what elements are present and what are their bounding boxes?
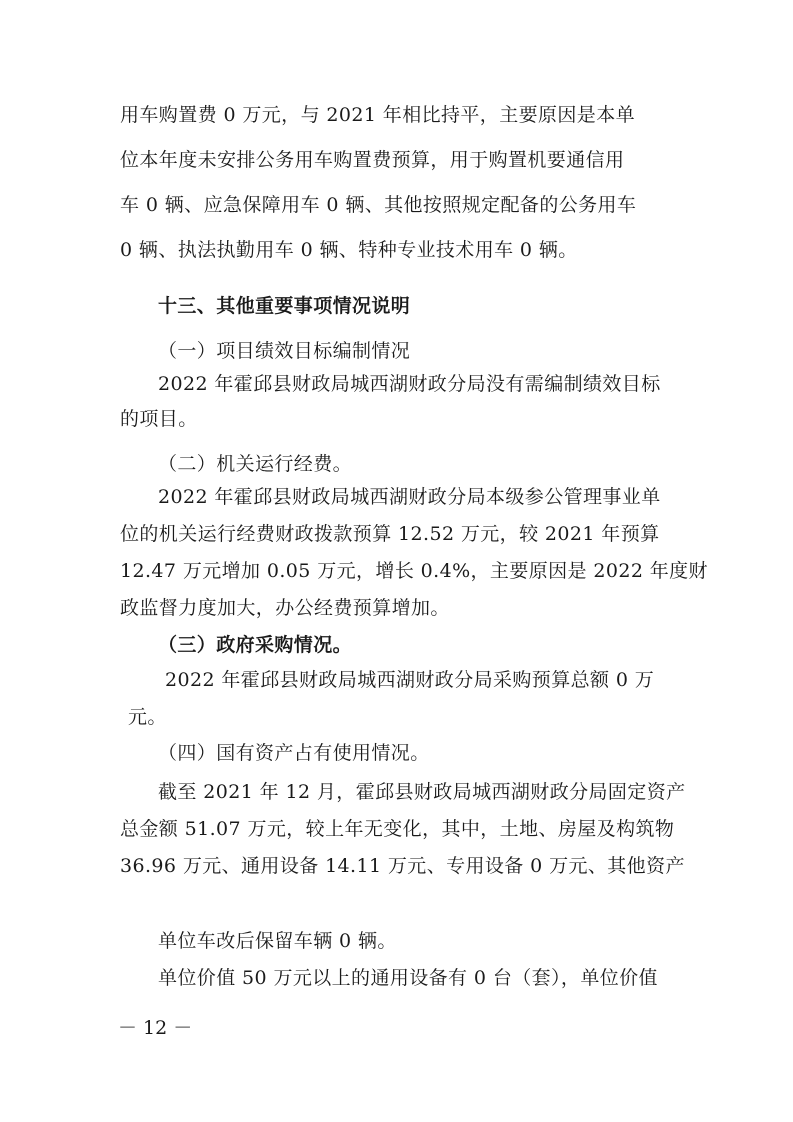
text-line: 政监督力度加大，办公经费预算增加。 xyxy=(120,597,450,619)
text-line: 车 0 辆、应急保障用车 0 辆、其他按照规定配备的公务用车 xyxy=(120,194,637,216)
subsection-title: （三）政府采购情况。 xyxy=(158,634,353,656)
text-line: 12.47 万元增加 0.05 万元，增长 0.4%，主要原因是 2022 年度财 xyxy=(120,560,708,582)
text-line: 36.96 万元、通用设备 14.11 万元、专用设备 0 万元、其他资产 xyxy=(120,855,685,877)
text-line: 元。 xyxy=(128,706,167,728)
text-line: 位的机关运行经费财政拨款预算 12.52 万元，较 2021 年预算 xyxy=(120,523,660,545)
section-heading: 十三、其他重要事项情况说明 xyxy=(158,295,411,317)
text-line: 单位车改后保留车辆 0 辆。 xyxy=(158,930,397,952)
text-line: 2022 年霍邱县财政局城西湖财政分局本级参公管理事业单 xyxy=(158,486,661,508)
text-line: 2022 年霍邱县财政局城西湖财政分局没有需编制绩效目标 xyxy=(158,373,661,395)
text-line: 2022 年霍邱县财政局城西湖财政分局采购预算总额 0 万 xyxy=(165,669,655,691)
page-number: － 12 － xyxy=(118,1017,193,1039)
text-line: 单位价值 50 万元以上的通用设备有 0 台（套），单位价值 xyxy=(158,967,658,989)
text-line: 0 辆、执法执勤用车 0 辆、特种专业技术用车 0 辆。 xyxy=(120,239,578,261)
text-line: 截至 2021 年 12 月，霍邱县财政局城西湖财政分局固定资产 xyxy=(158,781,686,803)
text-line: 位本年度未安排公务用车购置费预算，用于购置机要通信用 xyxy=(120,149,625,171)
text-line: 用车购置费 0 万元，与 2021 年相比持平，主要原因是本单 xyxy=(120,104,636,126)
subsection-title: （四）国有资产占有使用情况。 xyxy=(158,742,430,764)
text-line: 总金额 51.07 万元，较上年无变化，其中，土地、房屋及构筑物 xyxy=(120,818,675,840)
subsection-title: （一）项目绩效目标编制情况 xyxy=(158,340,411,362)
text-line: 的项目。 xyxy=(120,408,198,430)
subsection-title: （二）机关运行经费。 xyxy=(158,453,353,475)
